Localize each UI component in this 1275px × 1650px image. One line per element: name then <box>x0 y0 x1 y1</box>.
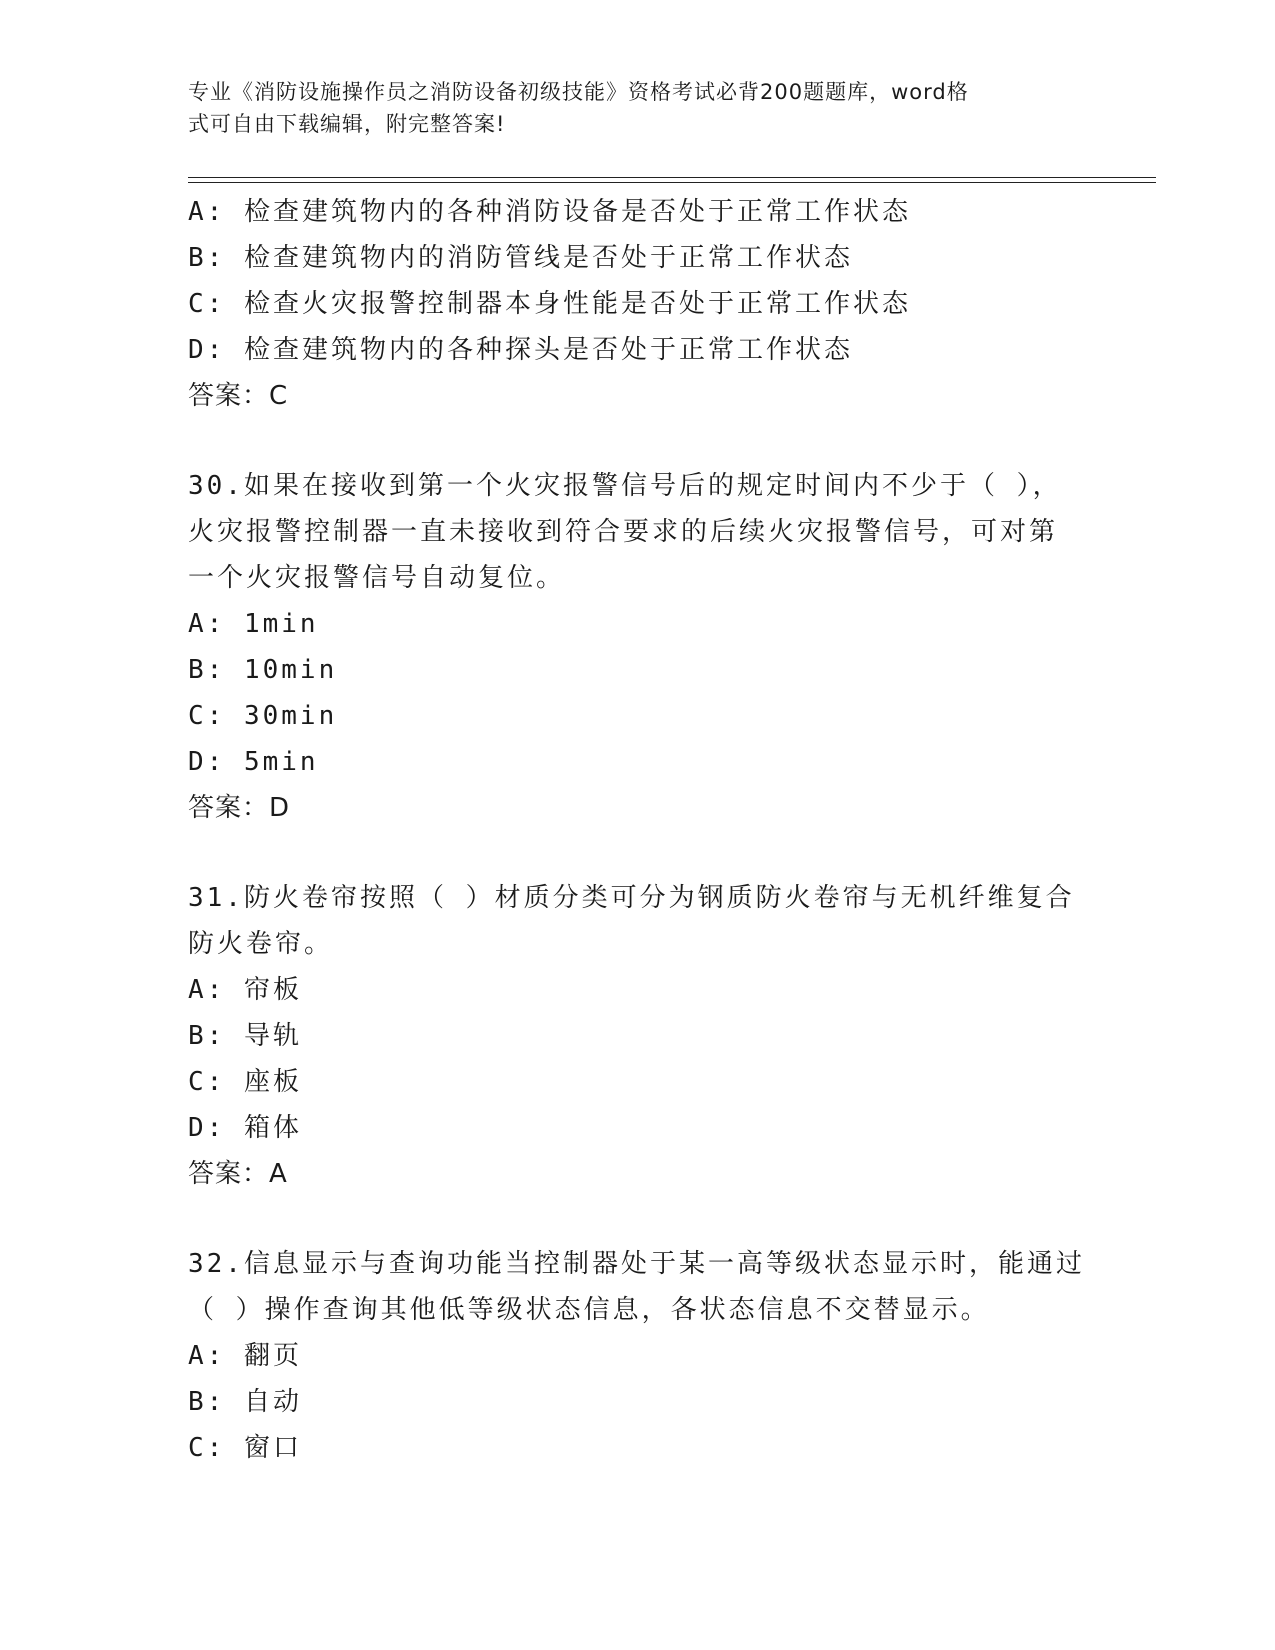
question-30 <box>188 463 1088 831</box>
question-29 <box>188 189 1088 419</box>
question-list <box>188 189 1088 1471</box>
question-text-line: 一个火灾报警信号自动复位。 <box>188 563 566 593</box>
option-d: D: 检查建筑物内的各种探头是否处于正常工作状态 <box>188 335 853 365</box>
header-line-1: 专业《消防设施操作员之消防设备初级技能》资格考试必背200题题库，word格 <box>188 80 969 104</box>
option-b: B: 检查建筑物内的消防管线是否处于正常工作状态 <box>188 243 853 273</box>
option-c: C: 检查火灾报警控制器本身性能是否处于正常工作状态 <box>188 289 911 319</box>
option-c: C: 30min <box>188 701 338 731</box>
question-text-line: 火灾报警控制器一直未接收到符合要求的后续火灾报警信号，可对第 <box>188 517 1059 547</box>
option-a: A: 检查建筑物内的各种消防设备是否处于正常工作状态 <box>188 197 911 227</box>
question-text-line: 32.信息显示与查询功能当控制器处于某一高等级状态显示时，能通过 <box>188 1249 1085 1279</box>
option-a: A: 翻页 <box>188 1341 302 1371</box>
answer-label: 答案：C <box>188 381 289 411</box>
header-divider-bottom <box>188 182 1156 183</box>
answer-label: 答案：A <box>188 1159 288 1189</box>
option-c: C: 座板 <box>188 1067 302 1097</box>
question-text-line: 30.如果在接收到第一个火灾报警信号后的规定时间内不少于（ ）， <box>188 471 1062 501</box>
answer-label: 答案：D <box>188 793 291 823</box>
question-32 <box>188 1241 1088 1471</box>
option-c: C: 窗口 <box>188 1433 302 1463</box>
option-d: D: 5min <box>188 747 319 777</box>
question-text-line: 防火卷帘。 <box>188 929 334 959</box>
document-header <box>188 76 1068 140</box>
header-divider-top <box>188 177 1156 178</box>
option-a: A: 帘板 <box>188 975 302 1005</box>
question-text-line: 31.防火卷帘按照（ ）材质分类可分为钢质防火卷帘与无机纤维复合 <box>188 883 1075 913</box>
option-d: D: 箱体 <box>188 1113 302 1143</box>
option-b: B: 导轨 <box>188 1021 302 1051</box>
option-b: B: 10min <box>188 655 338 685</box>
question-31 <box>188 875 1088 1197</box>
header-line-2: 式可自由下载编辑，附完整答案! <box>188 112 506 136</box>
question-text-line: （ ）操作查询其他低等级状态信息，各状态信息不交替显示。 <box>188 1295 990 1325</box>
option-a: A: 1min <box>188 609 319 639</box>
option-b: B: 自动 <box>188 1387 302 1417</box>
